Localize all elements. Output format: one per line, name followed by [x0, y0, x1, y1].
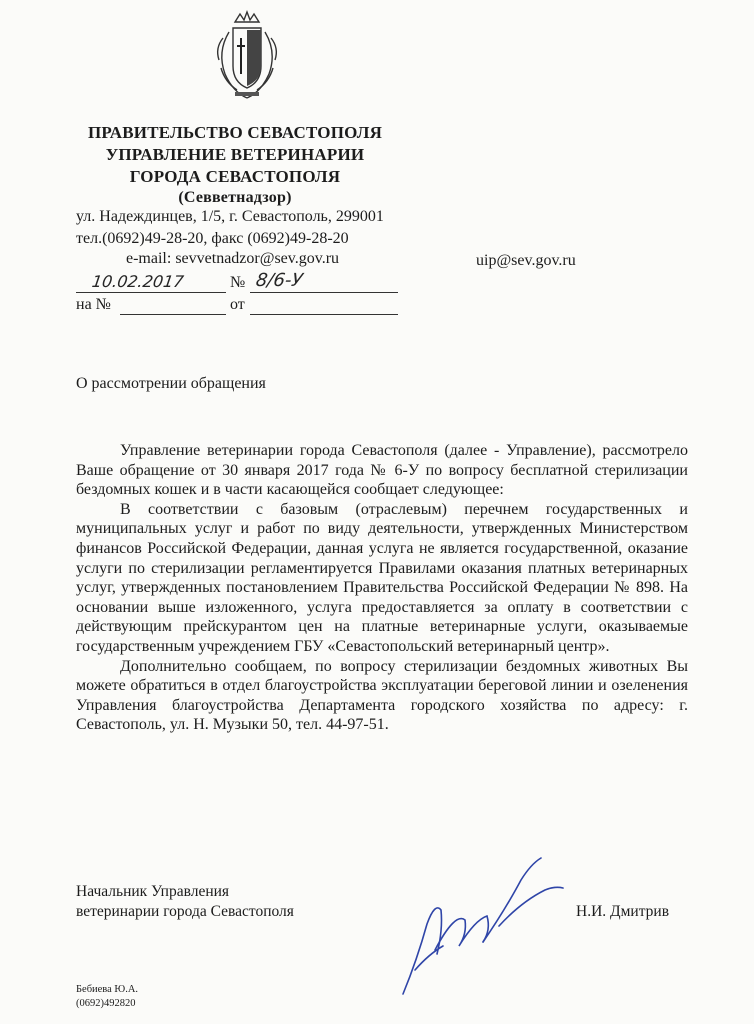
org-name-line3: ГОРОДА СЕВАСТОПОЛЯ [129, 167, 341, 186]
letter-body [76, 441, 688, 735]
handwritten-signature [395, 850, 580, 1000]
signatory-position-line2: ветеринарии города Севастополя [76, 903, 294, 920]
org-email-secondary: uip@sev.gov.ru [476, 252, 576, 269]
org-name-line1: ПРАВИТЕЛЬСТВО СЕВАСТОПОЛЯ [87, 123, 383, 142]
letter-number: 8/6-У [254, 270, 304, 291]
number-label: № [230, 274, 246, 291]
org-address: ул. Надеждинцев, 1/5, г. Севастополь, 299001 [76, 208, 384, 225]
number-underline [250, 292, 398, 293]
org-email: e-mail: sevvetnadzor@sev.gov.ru [126, 250, 340, 267]
signatory-position [76, 882, 294, 922]
org-short-name: (Севветнадзор) [178, 189, 292, 206]
executor-phone: (0692)492820 [76, 998, 136, 1009]
ref-date-underline [250, 314, 398, 315]
org-phone-fax: тел.(0692)49-28-20, факс (0692)49-28-20 [76, 230, 349, 247]
executor-name: Бебиева Ю.А. [76, 984, 139, 995]
body-paragraph: Управление ветеринарии города Севастополя (далее - Управление), рассмотрело Ваше обращение от 30 января 2017 года № 6-У по вопросу бесплатной стерилизации бездомных кошек и в части касающейся сообщает следующее: [76, 442, 688, 499]
date-underline [76, 292, 226, 293]
letter-subject: О рассмотрении обращения [76, 375, 266, 392]
body-paragraph: В соответствии с базовым (отраслевым) перечнем государственных и муниципальных услуг и работ по виду деятельности, утвержденных Министерством финансов Российской Федерации, данная услуга не является государственной, оказание услуги по стерилизации регламентируется Правилами оказания платных ветеринарных услуг, утвержденных постановлением Правительства Российской Федерации № 898. На основании выше изложенного, услуга предоставляется за оплату в соответствии с действующим прейскурантом цен на платные ветеринарные услуги, оказываемые государственным учреждением ГБУ «Севастопольский ветеринарный центр». [76, 500, 688, 655]
ref-date-label: от [230, 296, 245, 313]
coat-of-arms-emblem [207, 8, 287, 108]
letter-date: 10.02.2017 [90, 272, 185, 291]
signatory-name: Н.И. Дмитрив [576, 903, 670, 920]
org-name-line2: УПРАВЛЕНИЕ ВЕТЕРИНАРИИ [105, 145, 365, 164]
ref-number-underline [120, 314, 226, 315]
signatory-position-line1: Начальник Управления [76, 883, 230, 900]
ref-number-label: на № [76, 296, 111, 313]
body-paragraph: Дополнительно сообщаем, по вопросу стерилизации бездомных животных Вы можете обратиться в отдел благоустройства эксплуатации береговой линии и озеленения Управления благоустройства Департамента городского хозяйства по адресу: г. Севастополь, ул. Н. Музыки 50, тел. 44-97-51. [76, 657, 688, 734]
